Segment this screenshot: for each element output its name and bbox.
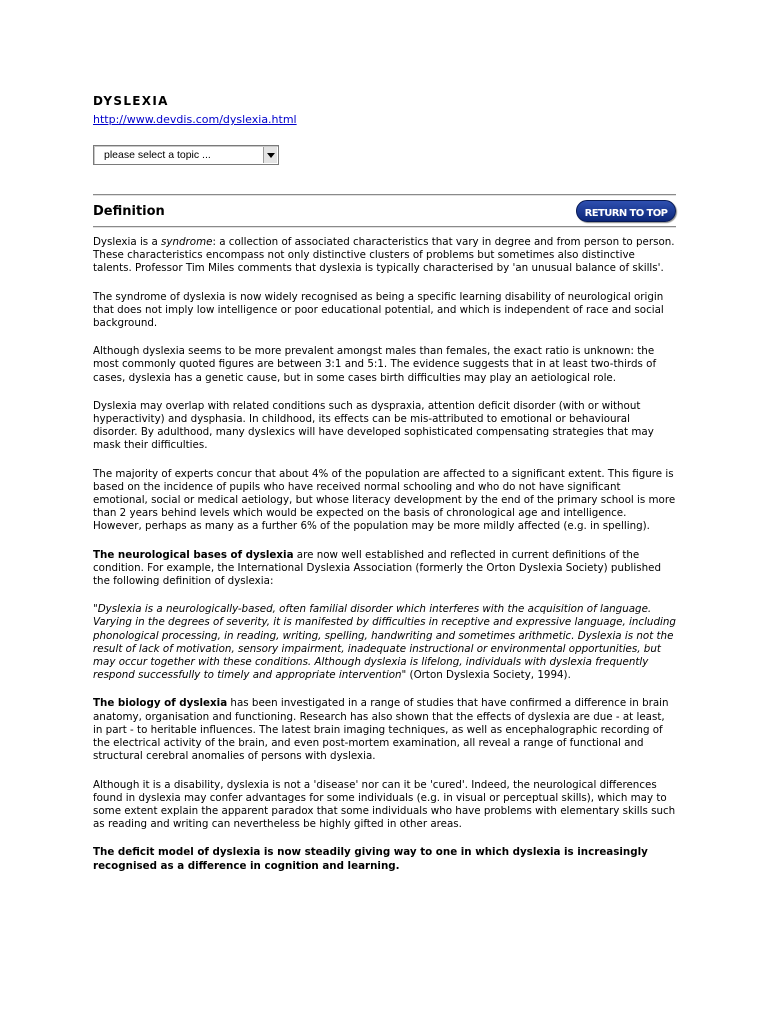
- bold-lead-text: The neurological bases of dyslexia: [93, 548, 294, 561]
- return-to-top-button[interactable]: [576, 200, 676, 222]
- paragraph: The majority of experts concur that about 4% of the population are affected to a significant extent. This figure is based on the incidence of pupils who have received normal schooling and who do not have significant emotional, social or medical aetiology, but whose literacy development by the end of the primary school is more than 2 years behind levels which would be expected on the basis of chronological age and intelligence. However, perhaps as many as a further 6% of the population may be more mildly affected (e.g. in spelling).: [93, 467, 676, 533]
- quote-paragraph: [93, 603, 676, 682]
- paragraph-text: are now well established and reflected in current definitions of the condition. For example, the International Dyslexia Association (formerly the Orton Dyslexia Society) published the following definition of dyslexia:: [93, 548, 661, 588]
- article-body: [93, 236, 676, 888]
- paragraph: Dyslexia may overlap with related conditions such as dyspraxia, attention deficit disorder (with or without hyperactivity) and dysphasia. In childhood, its effects can be mis-attributed to emotional or behavioural disorder. By adulthood, many dyslexics will have developed sophisticated compensating strategies that may mask their difficulties.: [93, 399, 654, 452]
- paragraph: [93, 697, 676, 763]
- topic-select[interactable]: [93, 145, 279, 165]
- quote-text: "Dyslexia is a neurologically-based, often familial disorder which interferes with the acquisition of language. Varying in the degrees of severity, it is manifested by difficulties in receptive and expressive language, including phonological processing, in reading, writing, spelling, handwriting and sometimes arithmetic. Dyslexia is not the result of lack of motivation, sensory impairment, inadequate instructional or environmental opportunities, but may occur together with these conditions. Although dyslexia is lifelong, individuals with dyslexia frequently respond successfully to timely and appropriate intervention": [93, 603, 676, 682]
- paragraph-text: : a collection of associated characteristics that vary in degree and from person to person. These characteristics encompass not only distinctive clusters of problems but sometimes also distinctive talents. Professor Tim Miles comments that dyslexia is typically characterised by 'an unusual balance of skills'.: [93, 236, 675, 275]
- paragraph: Although it is a disability, dyslexia is not a 'disease' nor can it be 'cured'. Indeed, the neurological differences found in dyslexia may confer advantages for some individuals (e.g. in visual or perceptual skills), which may to some extent explain the apparent paradox that some individuals who have problems with elementary skills such as reading and writing can nevertheless be highly gifted in other areas.: [93, 778, 676, 831]
- paragraph: [93, 846, 676, 872]
- paragraph: Although dyslexia seems to be more prevalent amongst males than females, the exact ratio is unknown: the most commonly quoted figures are between 3:1 and 5:1. The evidence suggests that in at least two-thirds of cases, dyslexia has a genetic cause, but in some cases birth difficulties may play an aetiological role.: [93, 345, 657, 384]
- return-to-top-label: RETURN TO TOP: [584, 208, 668, 219]
- page-title: DYSLEXIA: [93, 94, 169, 108]
- bold-conclusion-text: The deficit model of dyslexia is now steadily giving way to one in which dyslexia is increasingly recognised as a difference in cognition and learning.: [93, 846, 648, 872]
- source-url-link[interactable]: http://www.devdis.com/dyslexia.html: [93, 113, 297, 126]
- section-title: Definition: [93, 204, 165, 219]
- divider-section: [93, 226, 676, 228]
- bold-lead-text: The biology of dyslexia: [93, 697, 228, 710]
- paragraph: [93, 549, 676, 589]
- paragraph: [93, 236, 676, 276]
- chevron-down-icon[interactable]: [263, 147, 277, 163]
- page: [93, 94, 676, 872]
- paragraph-text: has been investigated in a range of studies that have confirmed a difference in brain anatomy, organisation and functioning. Research has also shown that the effects of dyslexia are due - at least, in part - to heritable influences. The latest brain imaging techniques, as well as encephalographic recording of the electrical activity of the brain, and even post-mortem examination, all reveal a range of functional and structural cerebral anomalies of persons with dyslexia.: [93, 697, 669, 763]
- emphasis-text: syndrome: [161, 236, 213, 248]
- divider-top: [93, 194, 676, 196]
- citation-text: (Orton Dyslexia Society, 1994).: [406, 669, 571, 682]
- paragraph-text: Dyslexia is a: [93, 236, 162, 248]
- topic-select-value: please select a topic ...: [104, 149, 211, 161]
- paragraph: The syndrome of dyslexia is now widely recognised as being a specific learning disability of neurological origin that does not imply low intelligence or poor educational potential, and which is independent of race and social background.: [93, 290, 664, 330]
